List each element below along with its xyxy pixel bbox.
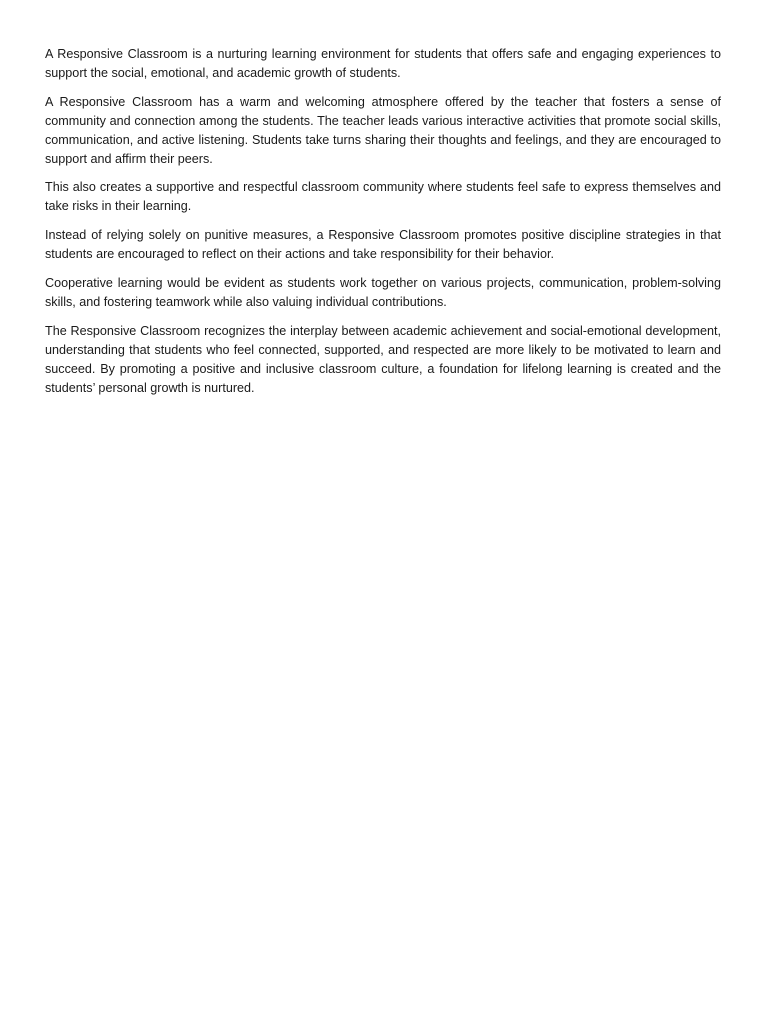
paragraph-discipline: Instead of relying solely on punitive measures, a Responsive Classroom promotes positive discipline strategies in that students are encouraged to reflect on their actions and take responsibility for their behavior.: [45, 228, 721, 262]
paragraph-conclusion: The Responsive Classroom recognizes the interplay between academic achievement and social-emotional development, understanding that students who feel connected, supported, and respected are more likely to be motivated to learn and succeed. By promoting a positive and inclusive classroom culture, a foundation for lifelong learning is created and the students’ personal growth is nurtured.: [45, 323, 721, 395]
paragraph-intro: A Responsive Classroom is a nurturing learning environment for students that offers safe and engaging experiences to support the social, emotional, and academic growth of students.: [45, 47, 721, 80]
document-body: [45, 45, 721, 408]
paragraph-community: This also creates a supportive and respectful classroom community where students feel safe to express themselves and take risks in their learning.: [45, 180, 721, 214]
paragraph-atmosphere: A Responsive Classroom has a warm and welcoming atmosphere offered by the teacher that fosters a sense of community and connection among the students. The teacher leads various interactive activities that promote social skills, communication, and active listening. Students take turns sharing their thoughts and feelings, and they are encouraged to support and affirm their peers.: [45, 94, 721, 166]
paragraph-cooperative-learning: Cooperative learning would be evident as students work together on various projects, communication, problem-solving skills, and fostering teamwork while also valuing individual contributions.: [45, 276, 721, 309]
